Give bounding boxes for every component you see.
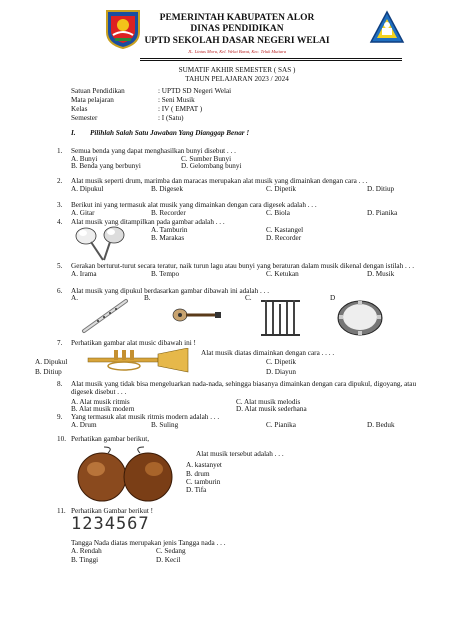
q1-option-c[interactable]: C. Sumber Bunyi (181, 155, 232, 163)
q4-option-d[interactable]: D. Recorder (266, 234, 302, 242)
q11-question: Tangga Nada diatas merupakan jenis Tangga nada . . . (71, 539, 226, 547)
header-divider (140, 58, 402, 61)
angklung-image-icon (258, 296, 303, 338)
scale-numbers-image: 1234567 (71, 514, 150, 534)
info-label-semester: Semester (71, 114, 98, 122)
q10-question: Alat musik tersebut adalah . . . (196, 450, 284, 458)
q11-option-d[interactable]: D. Kecil (156, 556, 181, 564)
q11-number: 11. (57, 507, 66, 515)
info-value-class: : IV ( EMPAT ) (158, 105, 203, 113)
q2-option-a[interactable]: A. Dipukul (71, 185, 104, 193)
q6-option-c[interactable]: C. (245, 294, 252, 302)
q3-option-a[interactable]: A. Gitar (71, 209, 95, 217)
q11-option-c[interactable]: C. Sedang (156, 547, 186, 555)
q11-option-a[interactable]: A. Rendah (71, 547, 102, 555)
q8-number: 8. (57, 380, 63, 388)
q2-text: Alat musik seperti drum, marimba dan maracas merupakan alat musik yang dimainkan dengan cara . . . (71, 177, 368, 185)
q4-number: 4. (57, 218, 63, 226)
q2-option-b[interactable]: B. Digesek (151, 185, 183, 193)
castanets-image-icon (74, 443, 176, 505)
q10-option-c[interactable]: C. tamburin (186, 478, 221, 486)
q4-option-a[interactable]: A. Tamburin (151, 226, 188, 234)
q5-option-a[interactable]: A. Irama (71, 270, 97, 278)
q9-text: Yang termasuk alat musik ritmis modern adalah . . . (71, 413, 220, 421)
q4-text: Alat musik yang ditampilkan pada gambar adalah . . . (71, 218, 225, 226)
letterhead (0, 0, 474, 62)
tambourine-image-icon (336, 298, 384, 338)
q6-option-b[interactable]: B. (144, 294, 151, 302)
q5-text: Gerakan berturut-turut secara teratur, naik turun lagu atau bunyi yang beraturan dalam musik dikenal dengan istilah . . . (71, 262, 414, 270)
school-year: TAHUN PELAJARAN 2023 / 2024 (185, 75, 289, 83)
q1-text: Semua benda yang dapat menghasilkan bunyi disebut . . . (71, 147, 236, 155)
q8-text: Alat musik yang tidak bisa mengeluarkan nada-nada, sehingga biasanya dimainkan dengan cara dipukul, digoyang, atau (71, 380, 417, 388)
info-label-school: Satuan Pendidikan (71, 87, 125, 95)
q6-option-a[interactable]: A. (71, 294, 78, 302)
q1-option-d[interactable]: D. Gelombang bunyi (181, 162, 242, 170)
q2-option-c[interactable]: C. Dipetik (266, 185, 296, 193)
q10-number: 10. (57, 435, 66, 443)
section-number: I. (71, 129, 76, 137)
info-value-semester: : I (Satu) (158, 114, 184, 122)
government-name: PEMERINTAH KABUPATEN ALOR (159, 13, 315, 23)
q5-option-d[interactable]: D. Musik (367, 270, 395, 278)
q1-option-a[interactable]: A. Bunyi (71, 155, 98, 163)
q8-option-c[interactable]: C. Alat musik melodis (236, 398, 301, 406)
q11-option-b[interactable]: B. Tinggi (71, 556, 99, 564)
q8-option-d[interactable]: D. Alat musik sederhana (236, 405, 307, 413)
info-value-school: : UPTD SD Negeri Welai (158, 87, 232, 95)
q10-option-d[interactable]: D. Tifa (186, 486, 207, 494)
q2-option-d[interactable]: D. Ditiup (367, 185, 395, 193)
q10-option-a[interactable]: A. kastanyet (186, 461, 222, 469)
q9-option-b[interactable]: B. Suling (151, 421, 179, 429)
q7-option-c[interactable]: C. Dipetik (266, 358, 296, 366)
q3-option-d[interactable]: D. Pianika (367, 209, 398, 217)
q4-option-c[interactable]: C. Kastangel (266, 226, 304, 234)
q10-text: Perhatikan gambar berikut, (71, 435, 150, 443)
q7-text: Perhatikan gambar alat music dibawah ini ! (71, 339, 196, 347)
school-name: UPTD SEKOLAH DASAR NEGERI WELAI (144, 36, 330, 46)
q5-number: 5. (57, 262, 63, 270)
exam-title: SUMATIF AKHIR SEMESTER ( SAS ) (178, 66, 296, 74)
q7-question: Alat musik diatas dimainkan dengan cara . . . . (201, 349, 335, 357)
tut-wuri-handayani-logo-icon (369, 10, 405, 46)
trumpet-image-icon (84, 348, 190, 374)
q7-option-a[interactable]: A. Dipukul (35, 358, 68, 366)
recorder-image-icon (80, 297, 130, 335)
q7-option-d[interactable]: D. Diayun (266, 368, 296, 376)
info-value-subject: : Seni Musik (158, 96, 195, 104)
department-name: DINAS PENDIDIKAN (190, 24, 284, 34)
q4-option-b[interactable]: B. Marakas (151, 234, 185, 242)
q1-number: 1. (57, 147, 63, 155)
q9-option-c[interactable]: C. Pianika (266, 421, 296, 429)
q5-option-b[interactable]: B. Tempo (151, 270, 180, 278)
q9-number: 9. (57, 413, 63, 421)
q6-number: 6. (57, 287, 63, 295)
q9-option-a[interactable]: A. Drum (71, 421, 97, 429)
q3-text: Berikut ini yang termasuk alat musik yang dimainkan dengan cara digesek adalah . . . (71, 201, 317, 209)
q1-option-b[interactable]: B. Benda yang berbunyi (71, 162, 141, 170)
q3-option-c[interactable]: C. Biola (266, 209, 290, 217)
q6-text: Alat musik yang dipukul berdasarkan gambar dibawah ini adalah . . . (71, 287, 270, 295)
q8-option-a[interactable]: A. Alat musik ritmis (71, 398, 130, 406)
q7-number: 7. (57, 339, 63, 347)
section-instruction: Pilihlah Salah Satu Jawaban Yang Dianggap Benar ! (90, 129, 250, 137)
q7-option-b[interactable]: B. Ditiup (35, 368, 62, 376)
info-label-subject: Mata pelajaran (71, 96, 114, 104)
q5-option-c[interactable]: C. Ketukan (266, 270, 299, 278)
q8-text-continued: digesek disebut . . . (71, 388, 127, 396)
info-label-class: Kelas (71, 105, 88, 113)
guitar-image-icon (170, 307, 222, 323)
q10-option-b[interactable]: B. drum (186, 470, 210, 478)
q3-option-b[interactable]: B. Recorder (151, 209, 186, 217)
q3-number: 3. (57, 201, 63, 209)
maracas-image-icon (70, 226, 132, 262)
q9-option-d[interactable]: D. Beduk (367, 421, 395, 429)
school-address: JL. Lintas Moru, Kel. Welai Barat, Kec. Teluk Mutiara (187, 49, 287, 54)
q8-option-b[interactable]: B. Alat musik modern (71, 405, 135, 413)
q6-option-d[interactable]: D (330, 294, 336, 302)
q2-number: 2. (57, 177, 63, 185)
q11-text: Perhatikan Gambar berikut ! (71, 507, 154, 515)
